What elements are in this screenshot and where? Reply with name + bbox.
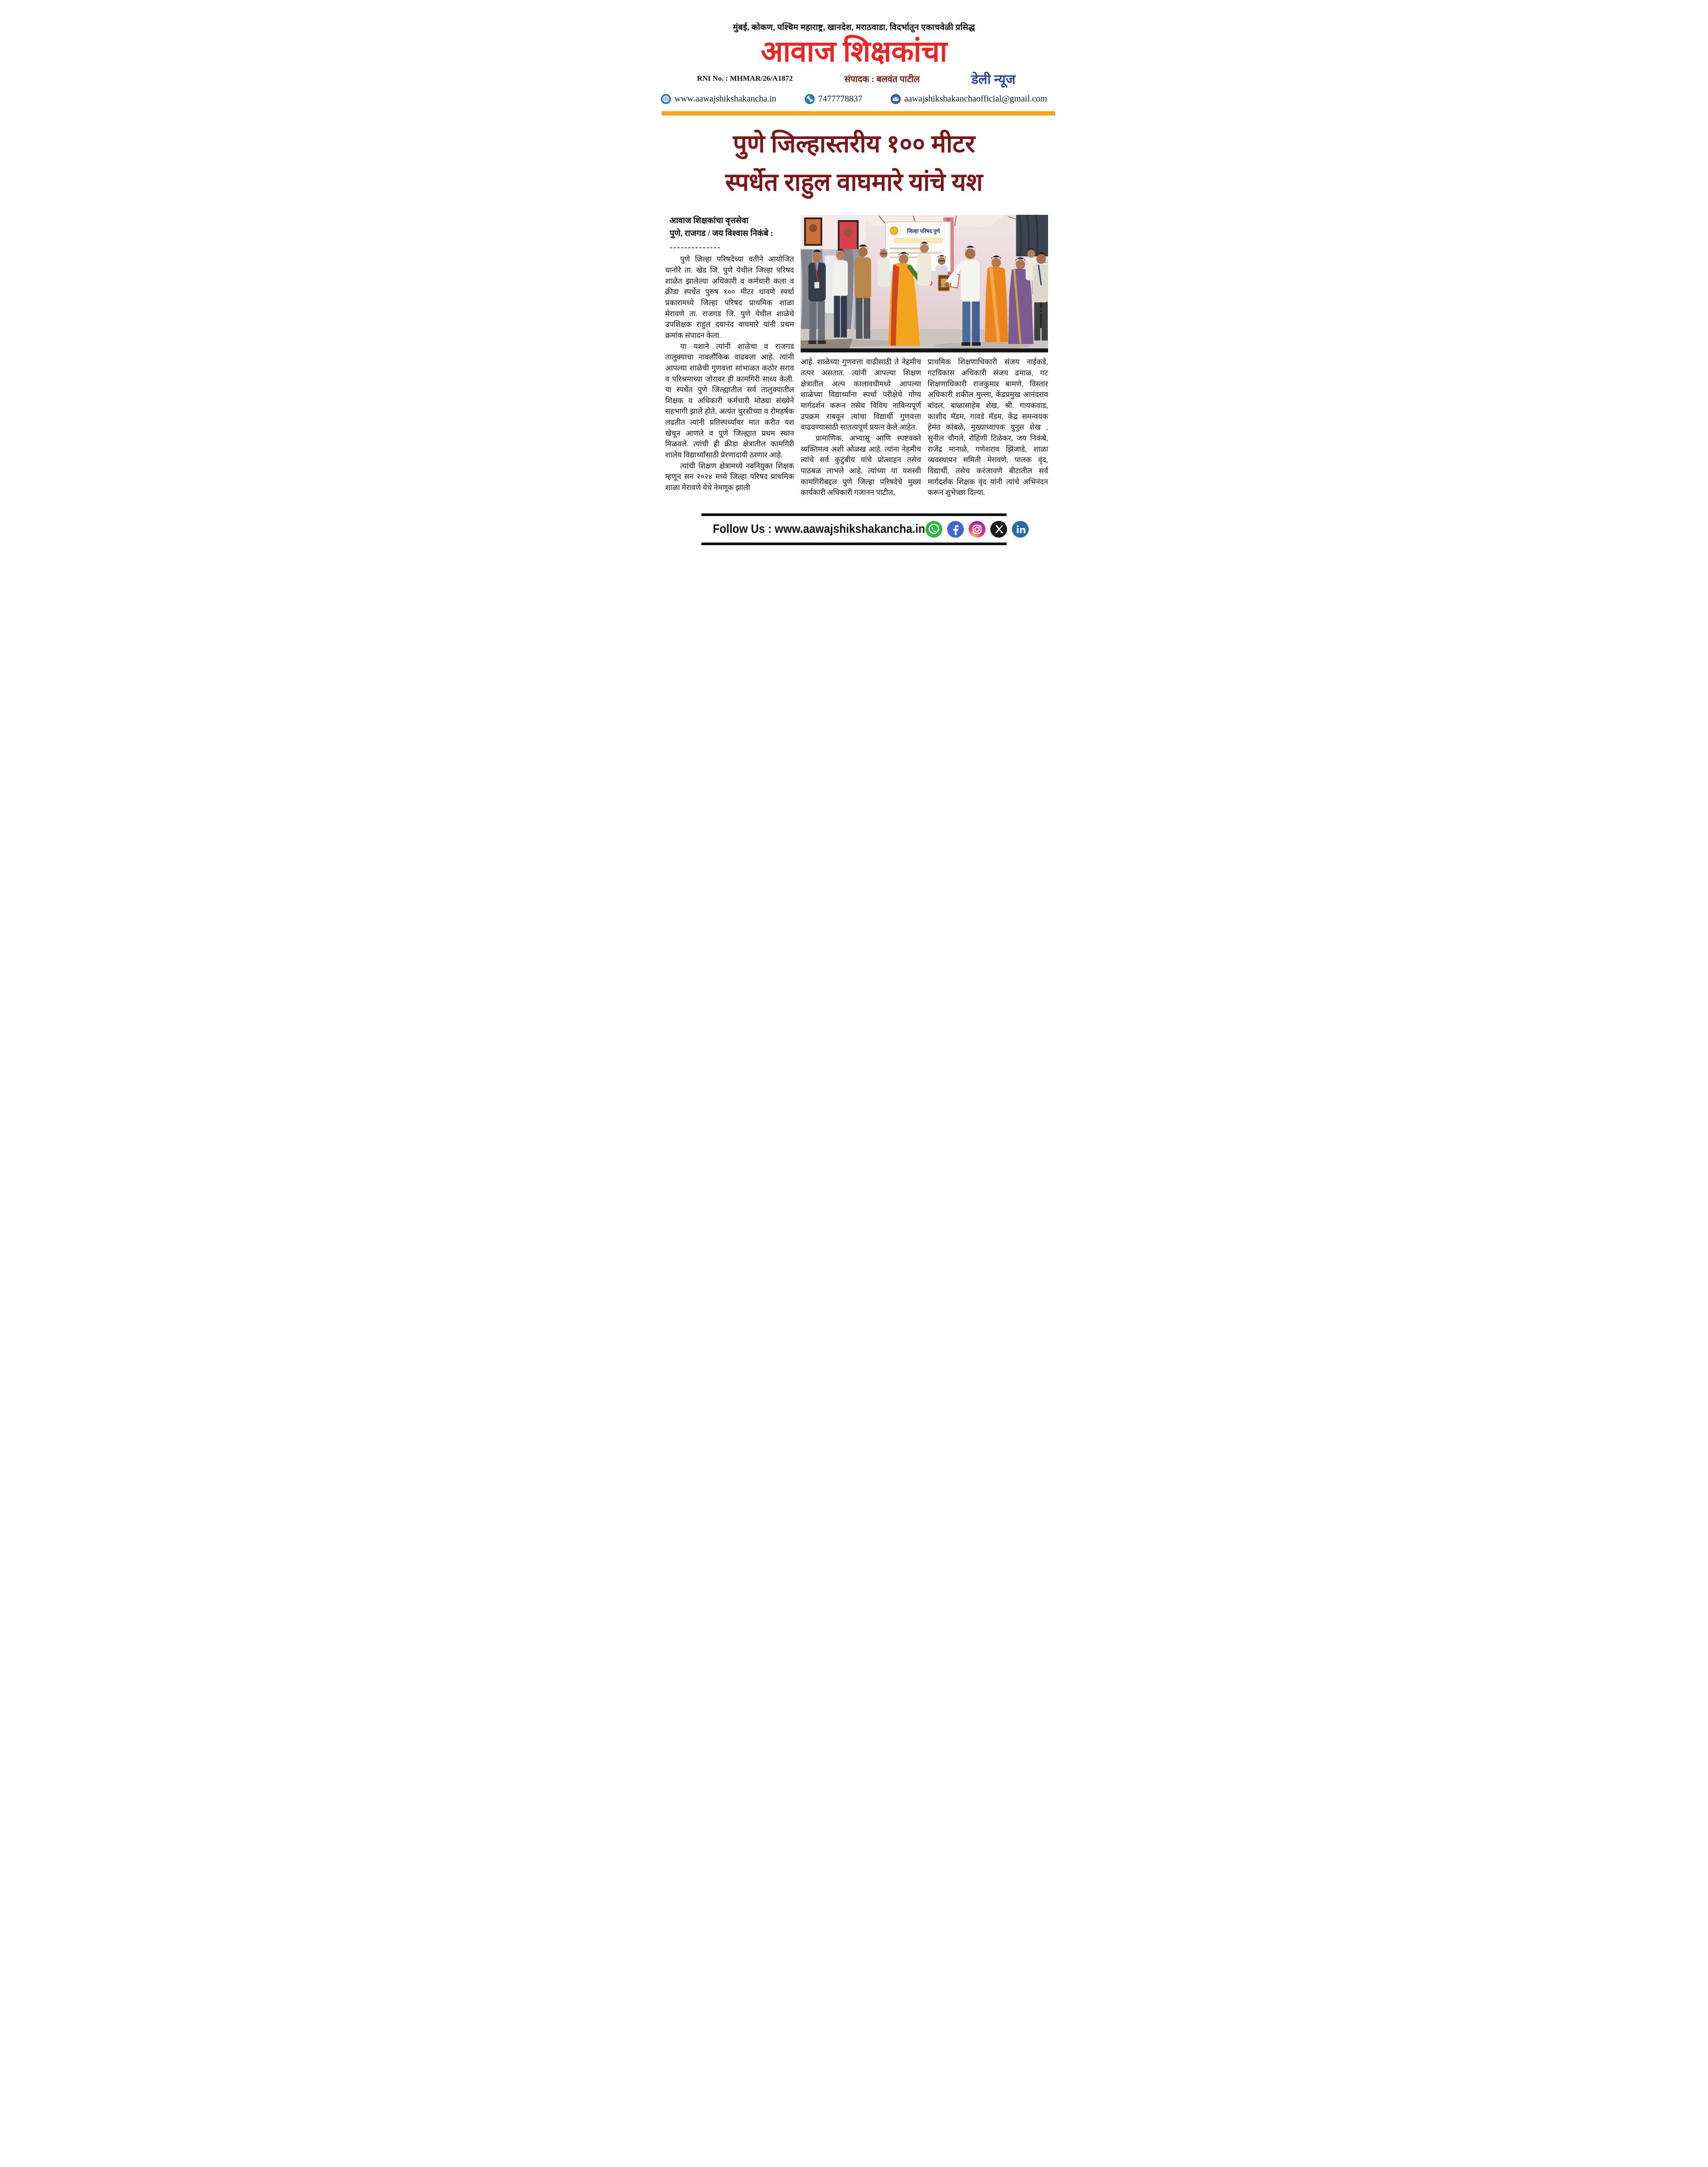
x-icon[interactable] [990,520,1008,538]
paragraph: आहे. शाळेच्या गुणवत्ता वाढीसाठी ते नेहमीच तत्पर असतात. त्यांनी आपल्या शिक्षण क्षेत्रातील अल्प कालावधीमध्ये आपल्या शाळेच्या विद्यार्थ्यांना स्पर्धा परीक्षेचे योग्य मार्गदर्शन करून तसेच विविध नाविन्यपूर्ण उपक्रम राबवून त्यांचा विद्यार्थी गुणवत्ता वाढवण्यासाठी सातत्यपूर्ण प्रयत्न केले आहेत. [801,358,921,432]
paragraph: प्रामाणिक, अभ्यासू आणि स्पष्टवक्ते व्यक्तिमत्व अशी ओळख आहे. त्यांना नेहमीच त्यांचे सर्व कुटुंबीय यांचे प्रोत्साहन तसेच पाठबळ लाभले आहे. त्यांच्या या यशस्वी कामगिरीबद्दल पुणे जिल्हा परिषदेचे मुख्य कार्यकारी अधिकारी गजानन पाटील, [801,434,921,497]
byline-agency: आवाज शिक्षकांचा वृत्तसेवा [670,216,749,226]
email-contact[interactable] [891,94,1047,104]
rni-number: RNI No. : MHMAR/26/A1872 [697,74,793,83]
footer-bar [701,513,1007,545]
facebook-icon[interactable] [947,520,964,538]
phone-icon [805,94,815,104]
regions-tagline: मुंबई, कोकण, पश्चिम महाराष्ट्र, खानदेश, मराठवाडा, विदर्भातून एकाचवेळी प्रसिद्ध [733,23,975,32]
byline [665,215,794,240]
phone-number: 7477778837 [818,94,862,104]
orange-divider-bar [662,111,1055,116]
email-address: aawajshikshakanchaofficial@gmail.com [904,94,1047,104]
article-body [640,215,1068,498]
award-ceremony-photo [801,215,1048,352]
screen-banner-text: जिल्हा परिषद पुणे [907,228,940,235]
editor-name: संपादक : बलवंत पाटील [844,74,920,84]
instagram-icon[interactable] [968,520,986,538]
newspaper-page [640,0,1068,545]
whatsapp-icon[interactable] [925,520,943,538]
article-column-1 [665,215,794,498]
globe-icon [661,94,671,104]
byline-divider: -------------- [670,243,721,252]
edition-label: डेली न्यूज [971,72,1015,87]
headline-line2: स्पर्धेत राहुल वाघमारे यांचे यश [725,168,983,196]
linkedin-icon[interactable] [1011,520,1029,538]
paragraph: त्यांची शिक्षण क्षेत्रामध्ये नवनियुक्त शिक्षक म्हणून सन २०२४ मध्ये जिल्हा परिषद प्राथमिक शाळा मेरावणे येथे नेमणूक झाली [665,461,794,492]
website-url: www.aawajshikshakancha.in [674,94,776,104]
website-link[interactable] [661,94,776,104]
headline-line1: पुणे जिल्हास्तरीय १०० मीटर [733,130,975,158]
subheader-row [640,70,1068,88]
masthead-header [640,21,1068,116]
paragraph: प्राथमिक शिक्षणाधिकारी संजय नाईकडे, गटविकास अधिकारी संजय ढमाळ, गट शिक्षणाधिकारी राजकुमार बामणे, विस्तार अधिकारी शकील मुल्ला, केंद्रप्रमुख आनंदराव बांदल, बाळासाहेब शेख, श्री. गायकवाड, काशीद मॅडम, गावडे मॅडम, केंद्र समन्वयक हेमंत कांबळे, मुख्याध्यापक युनुस शेख , सुनील चौगले, रोहिणी टिळेकर, जय निकंबे, राजेंद्र मानाळे, गणेशराव झिंजाडे, शाळा व्यवस्थापन समिती मेरावणे, पालक वृंद, विद्यार्थी, तसेच करंजावणे बीटातील सर्व मार्गदर्शक शिक्षक वृंद यांनी त्यांचे अभिनंदन करून शुभेच्छा दिल्या. [928,358,1048,497]
article-right-zone [801,215,1048,498]
masthead-title: आवाज शिक्षकांचा [760,36,948,68]
contact-row [640,94,1068,104]
follow-us-text[interactable]: Follow Us : www.aawajshikshakancha.in [713,522,925,536]
article-column-2 [801,357,921,498]
byline-reporter: पुणे, राजगड / जय विश्वास निकंबे : [670,228,773,238]
paragraph: पुणे जिल्हा परिषदेच्या वतीने आयोजित धानोरे ता. खेड जि. पुणे येथील जिल्हा परिषद शाळेत झालेल्या अधिकारी व कर्मचारी कला व क्रीडा स्पर्धेत पुरुष १०० मीटर धावणे स्पर्धा प्रकारामध्ये जिल्हा परिषद प्राथमिक शाळा मेरावणे ता. राजगड जि. पुणे येथील शाळेचे उपशिक्षक राहुल दयानंद वाघमारे यांनी प्रथम क्रमांक संपादन केला. [665,255,794,340]
paragraph: या यशाने त्यांनी शाळेचा व राजगड तालुक्याचा नावलौकिक वाढवला आहे. त्यांनी आपल्या शाळेची गुणवत्ता सांभाळत कठोर सराव व परिश्रमाच्या जोरावर ही कामगिरी साध्य केली. या स्पर्धेत पुणे जिल्ह्यातील सर्व तालुक्यातील शिक्षक व अधिकारी कर्मचारी मोठ्या संख्येने सहभागी झाले होते. अत्यंत चुरशीच्या व रोमहर्षक लढतीत त्यांनी प्रतिस्पर्ध्यांवर मात करीत यश खेचून आणले व पुणे जिल्ह्यात प्रथम स्थान मिळवले. त्यांची ही क्रीडा क्षेत्रातील कामगिरी शालेय विद्यार्थ्यांसाठी प्रेरणादायी ठरणार आहे. [665,342,794,460]
article-column-3 [928,357,1048,498]
social-icons [925,520,1029,538]
phone-contact[interactable] [805,94,862,104]
email-icon [891,94,901,104]
lower-columns [801,357,1048,498]
article-photo [801,215,1048,352]
article-headline [640,125,1068,202]
